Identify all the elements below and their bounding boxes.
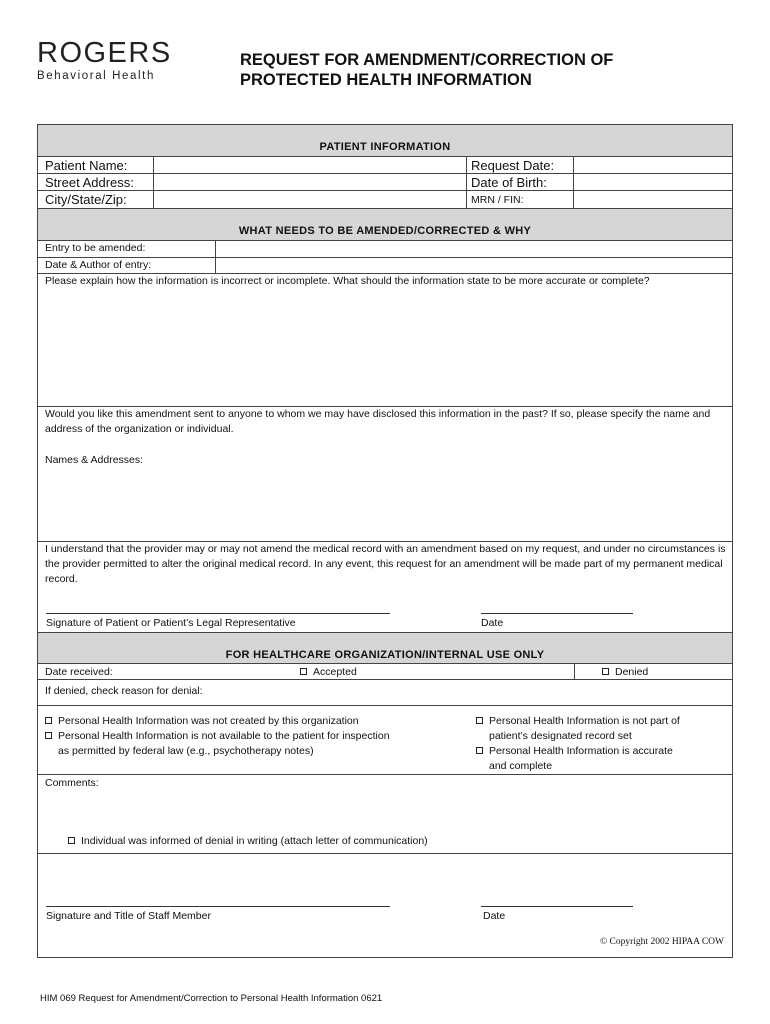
accepted-option[interactable] <box>300 665 357 679</box>
informed-checkbox[interactable] <box>68 837 75 844</box>
reason-checkbox[interactable] <box>45 732 52 739</box>
informed-label: Individual was informed of denial in writing (attach letter of communication) <box>81 835 428 847</box>
street-address-field[interactable] <box>154 174 466 190</box>
date-author-label: Date & Author of entry: <box>45 259 152 271</box>
staff-date-line[interactable] <box>481 906 633 907</box>
date-author-field[interactable] <box>216 258 732 273</box>
date-of-birth-field[interactable] <box>574 174 732 190</box>
reason-checkbox[interactable] <box>45 717 52 724</box>
date-of-birth-label: Date of Birth: <box>471 175 547 190</box>
mrn-fin-field[interactable] <box>574 191 732 208</box>
reason-not-part-of-record[interactable] <box>476 714 680 728</box>
patient-date-label: Date <box>481 617 504 629</box>
understanding-statement: I understand that the provider may or may not amend the medical record with an amendment based on my request, and under no circumstances is the provider permitted to alter the original medical record. In any event, this request for an amendment will be made part of my permanent medical record. <box>45 543 726 585</box>
divider <box>38 190 732 191</box>
informed-option[interactable] <box>68 834 428 848</box>
reason-text: Personal Health Information is not part of <box>489 715 680 727</box>
city-state-zip-field[interactable] <box>154 191 466 208</box>
city-state-zip-label: City/State/Zip: <box>45 192 127 207</box>
patient-signature-line[interactable] <box>46 613 390 614</box>
staff-date-label: Date <box>483 910 506 922</box>
reason-not-available-cont: as permitted by federal law (e.g., psychotherapy notes) <box>58 745 314 757</box>
form-footer: HIM 069 Request for Amendment/Correction to Personal Health Information 0621 <box>40 993 383 1004</box>
divider <box>38 705 732 706</box>
disclose-prompt: Would you like this amendment sent to anyone to whom we may have disclosed this information in the past? If so, please specify the name and address of the organization or individual. <box>45 408 711 435</box>
reason-not-created[interactable] <box>45 714 359 728</box>
street-address-label: Street Address: <box>45 175 134 190</box>
reason-checkbox[interactable] <box>476 747 483 754</box>
denied-label: Denied <box>615 666 649 678</box>
amend-header: WHAT NEEDS TO BE AMENDED/CORRECTED & WHY <box>238 225 532 237</box>
divider <box>466 156 467 208</box>
patient-name-label: Patient Name: <box>45 158 128 173</box>
staff-signature-label: Signature and Title of Staff Member <box>46 910 211 922</box>
comments-label: Comments: <box>45 777 99 789</box>
explain-prompt: Please explain how the information is incorrect or incomplete. What should the information state to be more accurate or complete? <box>45 275 650 287</box>
divider <box>215 240 216 273</box>
reason-text: Personal Health Information is accurate <box>489 745 673 757</box>
entry-field[interactable] <box>216 241 732 256</box>
denial-reason-label: If denied, check reason for denial: <box>45 685 203 697</box>
divider <box>153 156 154 208</box>
divider <box>573 156 574 208</box>
divider <box>38 679 732 680</box>
divider <box>574 663 575 679</box>
request-date-field[interactable] <box>574 157 732 173</box>
internal-header: FOR HEALTHCARE ORGANIZATION/INTERNAL USE ONLY <box>225 649 545 661</box>
date-received-label: Date received: <box>45 666 113 678</box>
names-addresses-label: Names & Addresses: <box>45 454 144 466</box>
reason-not-part-of-record-cont: patient’s designated record set <box>489 730 632 742</box>
staff-signature-line[interactable] <box>46 906 390 907</box>
entry-label: Entry to be amended: <box>45 242 146 254</box>
reason-accurate-complete-cont: and complete <box>489 760 553 772</box>
request-date-label: Request Date: <box>471 158 555 173</box>
comments-field[interactable] <box>39 791 733 831</box>
patient-signature-label: Signature of Patient or Patient’s Legal Representative <box>46 617 296 629</box>
accepted-label: Accepted <box>313 666 357 678</box>
reason-text: Personal Health Information was not created by this organization <box>58 715 359 727</box>
divider <box>38 774 732 775</box>
explain-field[interactable] <box>39 307 733 405</box>
accepted-checkbox[interactable] <box>300 668 307 675</box>
names-addresses-field[interactable] <box>39 469 733 539</box>
page-title <box>240 50 720 90</box>
patient-date-line[interactable] <box>481 613 633 614</box>
divider <box>38 663 732 664</box>
copyright-notice: © Copyright 2002 HIPAA COW <box>599 937 724 947</box>
denied-option[interactable] <box>602 665 648 679</box>
reason-accurate-complete[interactable] <box>476 744 673 758</box>
denied-checkbox[interactable] <box>602 668 609 675</box>
reason-text: Personal Health Information is not available to the patient for inspection <box>58 730 390 742</box>
title-line-2: PROTECTED HEALTH INFORMATION <box>240 71 532 89</box>
logo-wordmark: ROGERS <box>37 37 172 69</box>
mrn-fin-label: MRN / FIN: <box>471 194 524 206</box>
organization-logo <box>37 38 177 82</box>
reason-not-available[interactable] <box>45 729 390 743</box>
divider <box>38 853 732 854</box>
divider <box>38 173 732 174</box>
patient-info-header: PATIENT INFORMATION <box>319 141 451 153</box>
patient-name-field[interactable] <box>154 157 466 173</box>
logo-subtitle: Behavioral Health <box>37 70 155 82</box>
amendment-request-form <box>37 124 733 958</box>
title-line-1: REQUEST FOR AMENDMENT/CORRECTION OF <box>240 51 614 69</box>
reason-checkbox[interactable] <box>476 717 483 724</box>
